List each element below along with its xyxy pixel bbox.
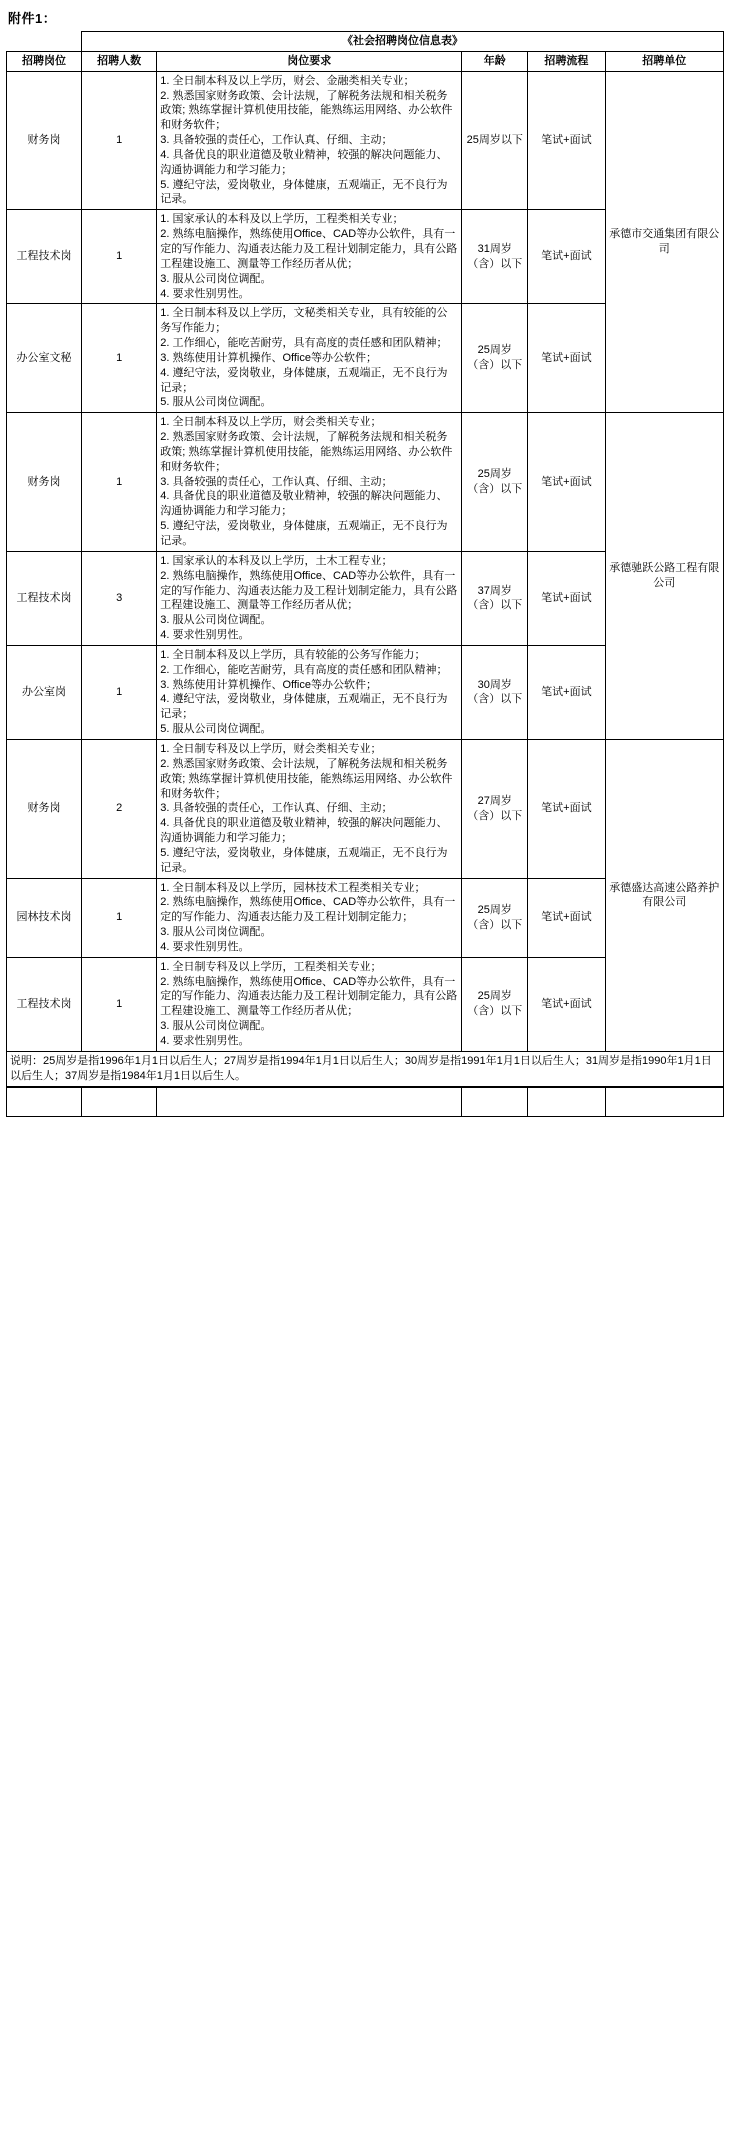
note-text: 说明：25周岁是指1996年1月1日以后生人；27周岁是指1994年1月1日以后生人；30周岁是指1991年1月1日以后生人；31周岁是指1990年1月1日以后生人；37周岁是指1984年1月1日以后生人。 — [7, 1051, 724, 1086]
requirement-line: 3. 服从公司岗位调配。 — [160, 272, 272, 285]
table-header-row — [7, 51, 724, 71]
trailing-cell — [157, 1087, 462, 1116]
requirement-line: 5. 遵纪守法，爱岗敬业，身体健康，五观端正，无不良行为记录。 — [160, 178, 448, 206]
requirement-line: 3. 服从公司岗位调配。 — [160, 614, 272, 627]
page-bottom-margin — [6, 1117, 730, 1159]
requirement-line: 3. 熟练使用计算机操作、Office等办公软件； — [160, 351, 377, 364]
table-row — [7, 413, 724, 552]
table-title-row — [7, 32, 724, 52]
header-process: 招聘流程 — [528, 51, 605, 71]
cell-process: 笔试+面试 — [528, 210, 605, 304]
requirement-line: 2. 熟练电脑操作，熟练使用Office、CAD等办公软件，具有一定的写作能力、沟通表达能力及工程计划制定能力，具有公路工程建设施工、测量等工作经历者从优； — [160, 975, 458, 1018]
requirement-line: 1. 国家承认的本科及以上学历，工程类相关专业； — [160, 213, 404, 226]
cell-count: 1 — [82, 878, 157, 957]
cell-unit: 承德驰跃公路工程有限公司 — [605, 413, 723, 740]
cell-process: 笔试+面试 — [528, 304, 605, 413]
cell-process: 笔试+面试 — [528, 878, 605, 957]
cell-age: 25周岁以下 — [462, 71, 528, 210]
requirement-line: 5. 遵纪守法，爱岗敬业，身体健康，五观端正，无不良行为记录。 — [160, 520, 448, 547]
requirement-line: 5. 服从公司岗位调配。 — [160, 396, 272, 409]
requirement-line: 1. 全日制专科及以上学历，工程类相关专业； — [160, 960, 382, 973]
requirement-line: 1. 全日制专科及以上学历，财会类相关专业； — [160, 742, 382, 755]
cell-post: 财务岗 — [7, 739, 82, 878]
cell-age: 27周岁（含）以下 — [462, 739, 528, 878]
requirement-line: 2. 熟练电脑操作，熟练使用Office、CAD等办公软件，具有一定的写作能力、沟通表达能力及工程计划制定能力； — [160, 896, 456, 924]
requirement-line: 4. 要求性别男性。 — [160, 940, 250, 953]
cell-unit: 承德市交通集团有限公司 — [605, 71, 723, 413]
requirement-line: 1. 全日制本科及以上学历，财会、金融类相关专业； — [160, 74, 415, 87]
cell-age: 37周岁（含）以下 — [462, 551, 528, 645]
requirement-line: 2. 工作细心，能吃苦耐劳，具有高度的责任感和团队精神； — [160, 337, 448, 350]
requirement-line: 2. 熟悉国家财务政策、会计法规，了解税务法规和相关税务政策; 熟练掌握计算机使用技能，能熟练运用网络、办公软件和财务软件； — [160, 757, 453, 800]
requirement-line: 3. 具备较强的责任心，工作认真、仔细、主动； — [160, 802, 393, 815]
table-title: 《社会招聘岗位信息表》 — [82, 32, 724, 52]
requirement-line: 4. 遵纪守法，爱岗敬业，身体健康，五观端正，无不良行为记录； — [160, 366, 448, 394]
cell-age: 25周岁（含）以下 — [462, 878, 528, 957]
requirement-line: 4. 具备优良的职业道德及敬业精神，较强的解决问题能力、沟通协调能力和学习能力； — [160, 817, 448, 845]
cell-age: 25周岁（含）以下 — [462, 304, 528, 413]
cell-count: 2 — [82, 739, 157, 878]
requirement-line: 3. 熟练使用计算机操作、Office等办公软件； — [160, 678, 377, 691]
cell-requirements — [157, 645, 462, 739]
cell-process: 笔试+面试 — [528, 413, 605, 552]
cell-requirements — [157, 957, 462, 1051]
cell-post: 办公室岗 — [7, 645, 82, 739]
trailing-cell — [7, 1087, 82, 1116]
cell-process: 笔试+面试 — [528, 71, 605, 210]
requirement-line: 1. 全日制本科及以上学历，文秘类相关专业，具有较能的公务写作能力； — [160, 307, 448, 335]
cell-process: 笔试+面试 — [528, 739, 605, 878]
requirement-line: 4. 要求性别男性。 — [160, 287, 250, 300]
requirement-line: 1. 全日制本科及以上学历，具有较能的公务写作能力； — [160, 648, 426, 661]
table-row — [7, 739, 724, 878]
cell-count: 1 — [82, 645, 157, 739]
cell-requirements — [157, 71, 462, 210]
title-spacer — [7, 32, 82, 52]
requirement-line: 2. 熟练电脑操作，熟练使用Office、CAD等办公软件，具有一定的写作能力、沟通表达能力及工程计划制定能力，具有公路工程建设施工、测量等工作经历者从优； — [160, 569, 458, 612]
requirement-line: 4. 要求性别男性。 — [160, 1035, 250, 1047]
trailing-cell — [528, 1087, 605, 1116]
cell-post: 财务岗 — [7, 413, 82, 552]
cell-post: 园林技术岗 — [7, 878, 82, 957]
requirement-line: 4. 具备优良的职业道德及敬业精神，较强的解决问题能力、沟通协调能力和学习能力； — [160, 490, 448, 518]
cell-age: 25周岁（含）以下 — [462, 957, 528, 1051]
cell-post: 财务岗 — [7, 71, 82, 210]
cell-count: 1 — [82, 413, 157, 552]
cell-age: 31周岁（含）以下 — [462, 210, 528, 304]
note-row — [7, 1051, 724, 1086]
header-unit: 招聘单位 — [605, 51, 723, 71]
cell-count: 1 — [82, 957, 157, 1051]
cell-requirements — [157, 413, 462, 552]
requirement-line: 1. 全日制本科及以上学历，园林技术工程类相关专业； — [160, 881, 426, 894]
cell-count: 3 — [82, 551, 157, 645]
cell-unit: 承德盛达高速公路养护有限公司 — [605, 739, 723, 1051]
requirement-line: 4. 遵纪守法，爱岗敬业，身体健康，五观端正，无不良行为记录； — [160, 693, 448, 721]
requirement-line: 3. 服从公司岗位调配。 — [160, 926, 272, 939]
cell-post: 工程技术岗 — [7, 957, 82, 1051]
trailing-row — [7, 1087, 724, 1116]
header-requirements: 岗位要求 — [157, 51, 462, 71]
requirement-line: 3. 具备较强的责任心，工作认真、仔细、主动； — [160, 134, 393, 147]
cell-age: 30周岁（含）以下 — [462, 645, 528, 739]
requirement-line: 2. 熟练电脑操作，熟练使用Office、CAD等办公软件，具有一定的写作能力、沟通表达能力及工程计划制定能力，具有公路工程建设施工、测量等工作经历者从优； — [160, 228, 458, 270]
requirement-line: 3. 具备较强的责任心，工作认真、仔细、主动； — [160, 475, 393, 488]
table-row — [7, 71, 724, 210]
cell-post: 工程技术岗 — [7, 210, 82, 304]
cell-count: 1 — [82, 210, 157, 304]
requirement-line: 3. 服从公司岗位调配。 — [160, 1020, 272, 1033]
cell-count: 1 — [82, 71, 157, 210]
trailing-cell — [605, 1087, 723, 1116]
recruitment-table — [6, 31, 724, 1087]
cell-process: 笔试+面试 — [528, 957, 605, 1051]
cell-age: 25周岁（含）以下 — [462, 413, 528, 552]
cell-count: 1 — [82, 304, 157, 413]
cell-requirements — [157, 739, 462, 878]
cell-requirements — [157, 878, 462, 957]
trailing-grid — [6, 1087, 724, 1117]
attachment-label: 附件1： — [8, 11, 57, 26]
cell-process: 笔试+面试 — [528, 551, 605, 645]
cell-requirements — [157, 210, 462, 304]
header-count: 招聘人数 — [82, 51, 157, 71]
cell-post: 工程技术岗 — [7, 551, 82, 645]
cell-post: 办公室文秘 — [7, 304, 82, 413]
requirement-line: 5. 遵纪守法，爱岗敬业，身体健康，五观端正，无不良行为记录。 — [160, 846, 448, 874]
requirement-line: 4. 具备优良的职业道德及敬业精神，较强的解决问题能力、沟通协调能力和学习能力； — [160, 148, 448, 176]
trailing-cell — [462, 1087, 528, 1116]
trailing-cell — [82, 1087, 157, 1116]
header-age: 年龄 — [462, 51, 528, 71]
requirement-line: 1. 国家承认的本科及以上学历，土木工程专业； — [160, 554, 393, 567]
requirement-line: 1. 全日制本科及以上学历，财会类相关专业； — [160, 416, 382, 429]
requirement-line: 2. 熟悉国家财务政策、会计法规，了解税务法规和相关税务政策; 熟练掌握计算机使用技能，能熟练运用网络、办公软件和财务软件； — [160, 431, 453, 473]
requirement-line: 2. 熟悉国家财务政策、会计法规，了解税务法规和相关税务政策; 熟练掌握计算机使用技能，能熟练运用网络、办公软件和财务软件； — [160, 89, 453, 132]
header-post: 招聘岗位 — [7, 51, 82, 71]
requirement-line: 5. 服从公司岗位调配。 — [160, 723, 272, 736]
cell-requirements — [157, 551, 462, 645]
cell-process: 笔试+面试 — [528, 645, 605, 739]
requirement-line: 4. 要求性别男性。 — [160, 629, 250, 642]
requirement-line: 2. 工作细心，能吃苦耐劳，具有高度的责任感和团队精神； — [160, 663, 448, 676]
cell-requirements — [157, 304, 462, 413]
